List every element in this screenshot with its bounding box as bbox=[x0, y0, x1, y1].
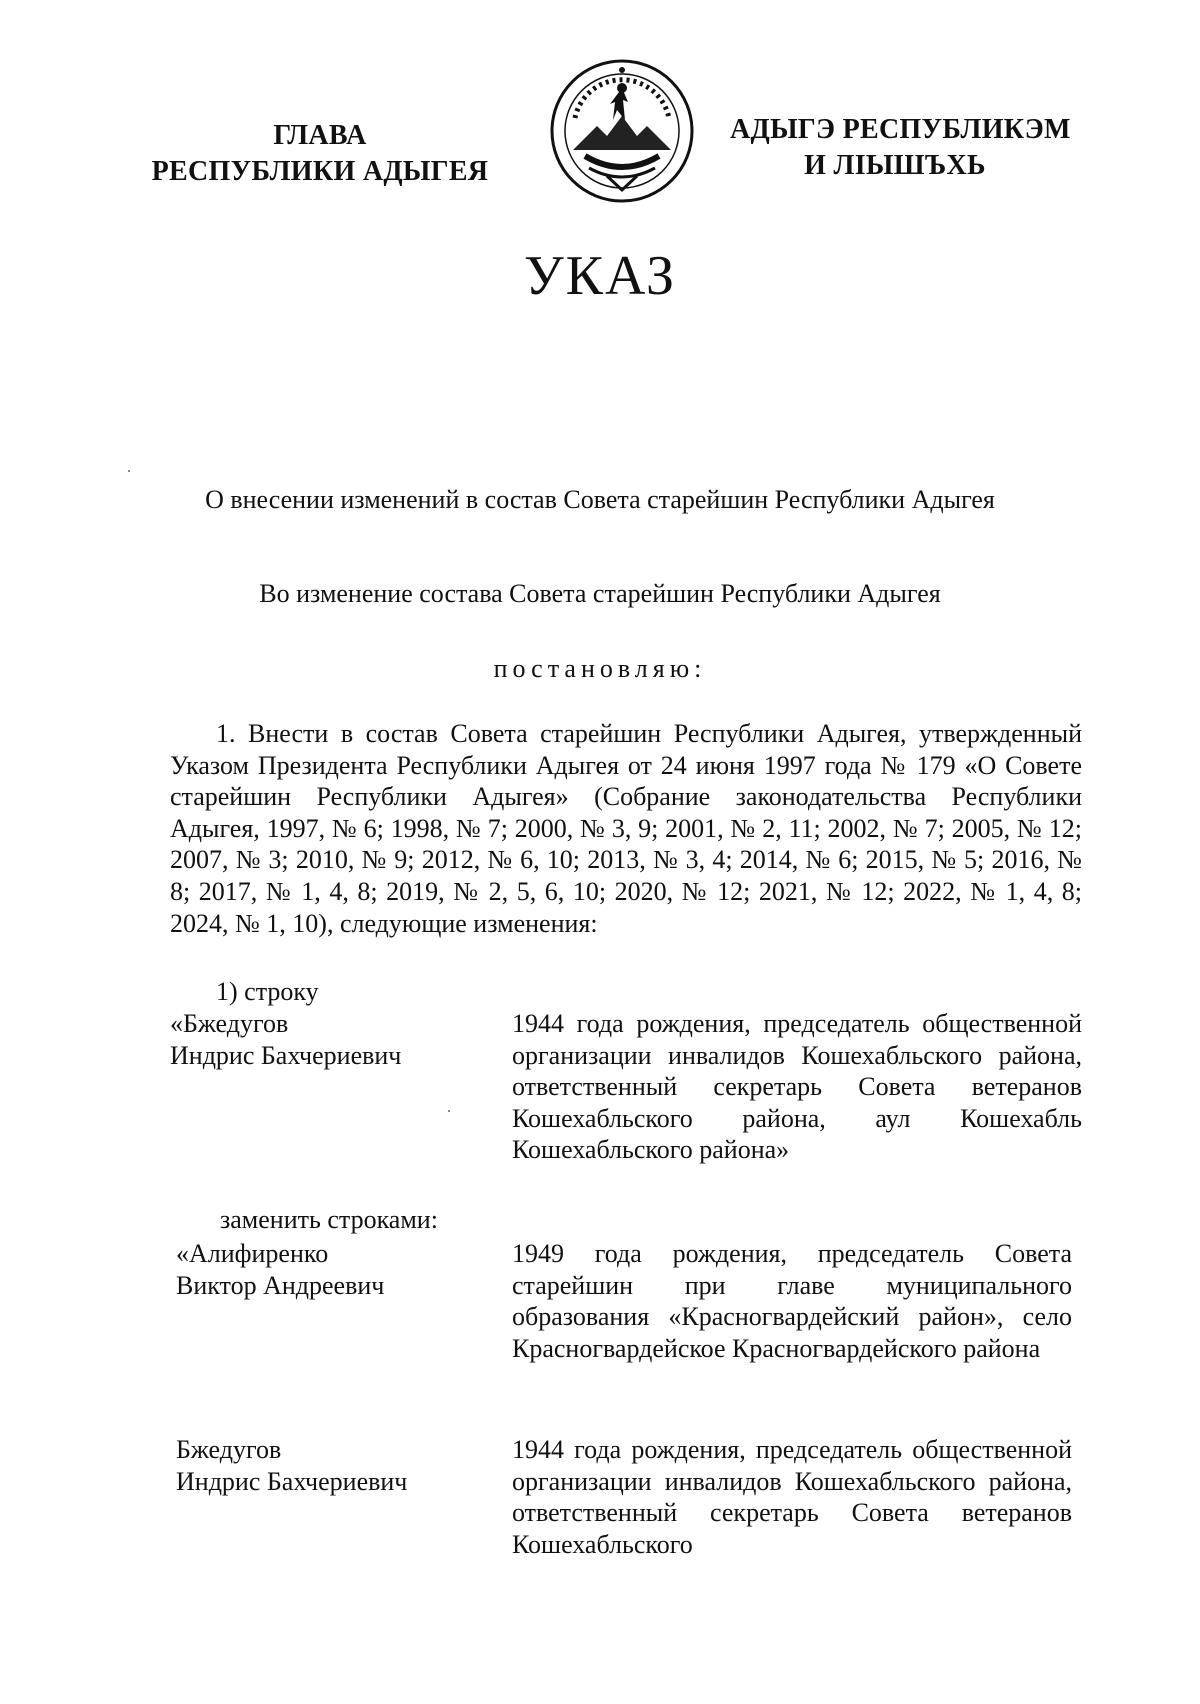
header-left bbox=[150, 118, 490, 190]
new-entry-1-name bbox=[176, 1238, 384, 1302]
header-left-line2: РЕСПУБЛИКИ АДЫГЕЯ bbox=[151, 156, 489, 187]
new-entry-2-surname: Бжедугов bbox=[176, 1435, 282, 1464]
scan-speck bbox=[128, 470, 130, 472]
new-entry-2-given-name: Индрис Бахчериевич bbox=[176, 1467, 408, 1496]
old-entry-surname: «Бжедугов bbox=[170, 1009, 289, 1038]
decree-subject: О внесении изменений в состав Совета старейшин Республики Адыгея bbox=[205, 485, 995, 514]
subitem-1-label: 1) строку bbox=[216, 977, 319, 1006]
scan-speck bbox=[448, 1110, 450, 1112]
new-entry-1-given-name: Виктор Андреевич bbox=[176, 1271, 385, 1300]
header-right bbox=[730, 112, 1071, 184]
new-entry-2-description: 1944 года рождения, председатель общественной организации инвалидов Кошехабльского района, ответственный секретарь Совета ветеранов Кошехабльского bbox=[512, 1435, 1072, 1559]
new-entry-1-surname: «Алифиренко bbox=[176, 1239, 329, 1268]
old-entry-name bbox=[170, 1008, 401, 1072]
new-entry-1-description: 1949 года рождения, председатель Совета старейшин при главе муниципального образования «Красногвардейский район», село Красногвардейское Красногвардейского района bbox=[512, 1239, 1072, 1363]
replace-label: заменить строками: bbox=[220, 1205, 438, 1234]
old-entry-given-name: Индрис Бахчериевич bbox=[170, 1041, 402, 1070]
coat-of-arms-icon bbox=[549, 58, 695, 204]
decree-preamble: Во изменение состава Совета старейшин Республики Адыгея bbox=[259, 579, 941, 608]
header-right-line2: И ЛІЫШЪХЬ bbox=[804, 150, 986, 181]
header-left-line1: ГЛАВА bbox=[273, 120, 367, 151]
decree-word: постановляю: bbox=[493, 654, 707, 683]
header-right-line1: АДЫГЭ РЕСПУБЛИКЭМ bbox=[730, 114, 1071, 145]
item-1-paragraph: 1. Внести в состав Совета старейшин Республики Адыгея, утвержденный Указом Президента Республики Адыгея от 24 июня 1997 года № 179 «О Совете старейшин Республики Адыгея» (Собрание законодательства Республики Адыгея, 1997, № 6; 1998, № 7; 2000, № 3, 9; 2001, № 2, 11; 2002, № 7; 2005, № 12; 2007, № 3; 2010, № 9; 2012, № 6, 10; 2013, № 3, 4; 2014, № 6; 2015, № 5; 2016, № 8; 2017, № 1, 4, 8; 2019, № 2, 5, 6, 10; 2020, № 12; 2021, № 12; 2022, № 1, 4, 8; 2024, № 1, 10), следующие изменения: bbox=[170, 719, 1082, 938]
document-title: УКАЗ bbox=[523, 245, 677, 307]
new-entry-2-name bbox=[176, 1434, 407, 1498]
old-entry-description: 1944 года рождения, председатель общественной организации инвалидов Кошехабльского района, ответственный секретарь Совета ветеранов Кошехабльского района, аул Кошехабль Кошехабльского района» bbox=[512, 1009, 1082, 1164]
